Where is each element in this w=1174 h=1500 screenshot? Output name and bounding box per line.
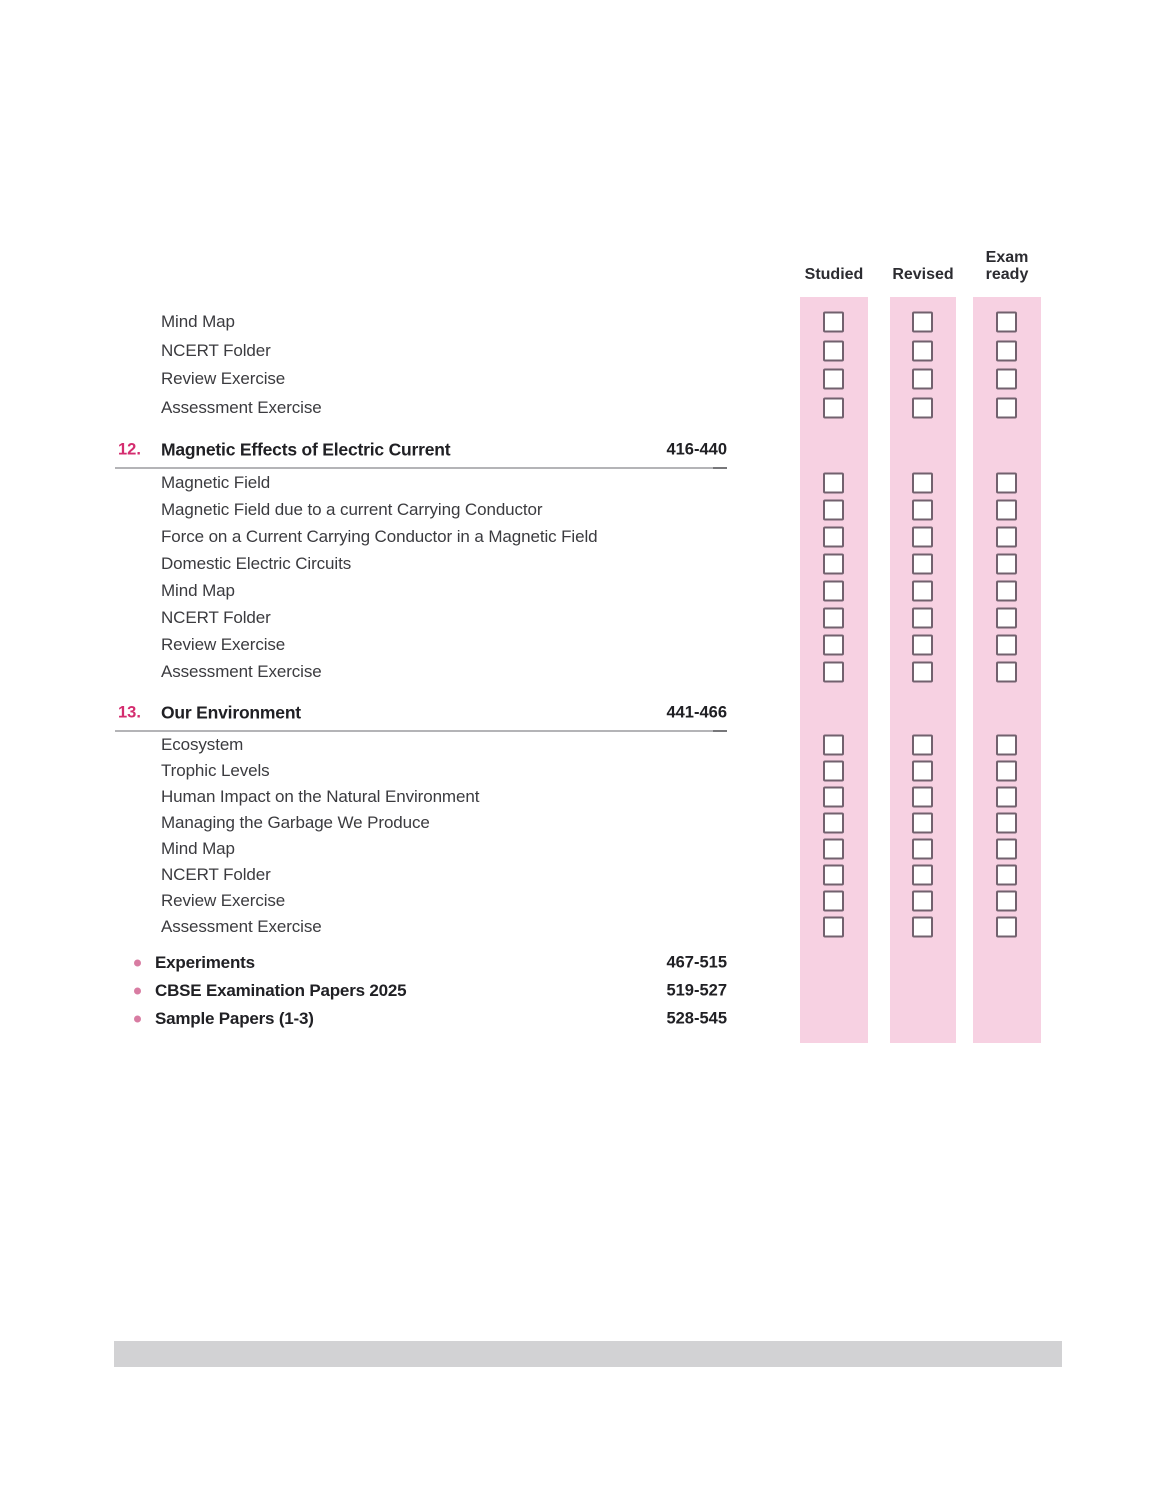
toc-item-label: Review Exercise (161, 369, 286, 389)
toc-item-row (115, 631, 1045, 658)
toc-item-row (115, 604, 1045, 631)
bullet-icon (134, 1016, 141, 1023)
toc-item-label: NCERT Folder (161, 865, 271, 884)
exam-ready-checkbox[interactable] (996, 526, 1017, 547)
toc-item-label: Force on a Current Carrying Conductor in a Magnetic Field (161, 526, 598, 546)
toc-item-label: Mind Map (161, 312, 235, 332)
toc-item-row (115, 394, 1045, 423)
studied-checkbox[interactable] (823, 735, 844, 756)
studied-checkbox[interactable] (823, 813, 844, 834)
revised-checkbox[interactable] (912, 735, 933, 756)
toc-item-label: Magnetic Field due to a current Carrying Conductor (161, 499, 543, 519)
toc-item-label: Mind Map (161, 839, 235, 858)
end-matter-page-range: 528-545 (666, 1009, 727, 1028)
revised-checkbox[interactable] (912, 397, 933, 418)
exam-ready-checkbox[interactable] (996, 397, 1017, 418)
studied-checkbox[interactable] (823, 580, 844, 601)
exam-ready-checkbox[interactable] (996, 312, 1017, 333)
chapter-page-range: 441-466 (666, 703, 727, 722)
studied-checkbox[interactable] (823, 526, 844, 547)
chapter-number: 12. (118, 440, 141, 459)
studied-checkbox[interactable] (823, 472, 844, 493)
toc-item-row (115, 784, 1045, 810)
toc-item-label: Human Impact on the Natural Environment (161, 787, 480, 806)
revised-checkbox[interactable] (912, 661, 933, 682)
toc-item-row (115, 496, 1045, 523)
toc-item-label: Ecosystem (161, 735, 244, 754)
studied-checkbox[interactable] (823, 312, 844, 333)
toc-item-label: Assessment Exercise (161, 397, 322, 417)
studied-checkbox[interactable] (823, 340, 844, 361)
exam-ready-checkbox[interactable] (996, 499, 1017, 520)
exam-ready-header-line2: ready (985, 266, 1029, 283)
revised-checkbox[interactable] (912, 865, 933, 886)
chapter-title: Our Environment (161, 702, 301, 723)
toc-item-row (115, 888, 1045, 914)
toc-item-label: Domestic Electric Circuits (161, 553, 352, 573)
toc-item-label: Review Exercise (161, 891, 286, 910)
exam-ready-checkbox[interactable] (996, 472, 1017, 493)
toc-item-label: Magnetic Field (161, 472, 271, 492)
revised-checkbox[interactable] (912, 553, 933, 574)
end-matter-row (115, 1005, 1045, 1033)
chapter-header-row (115, 700, 1045, 732)
end-matter-row (115, 949, 1045, 977)
toc-item-row (115, 550, 1045, 577)
bullet-icon (134, 960, 141, 967)
revised-column-header: Revised (892, 266, 954, 283)
revised-checkbox[interactable] (912, 499, 933, 520)
chapter-section (115, 700, 1045, 940)
exam-ready-checkbox[interactable] (996, 607, 1017, 628)
toc-item-row (115, 577, 1045, 604)
toc-item-row (115, 523, 1045, 550)
revised-checkbox[interactable] (912, 761, 933, 782)
toc-item-row (115, 732, 1045, 758)
end-matter-row (115, 977, 1045, 1005)
revised-checkbox[interactable] (912, 526, 933, 547)
end-matter-title: Experiments (155, 953, 255, 972)
chapter-section (115, 437, 1045, 685)
studied-checkbox[interactable] (823, 839, 844, 860)
studied-checkbox[interactable] (823, 499, 844, 520)
toc-item-row (115, 337, 1045, 366)
studied-checkbox[interactable] (823, 634, 844, 655)
toc-item-label: Review Exercise (161, 634, 286, 654)
revised-checkbox[interactable] (912, 369, 933, 390)
exam-ready-checkbox[interactable] (996, 761, 1017, 782)
chapter-title: Magnetic Effects of Electric Current (161, 439, 451, 460)
toc-item-label: NCERT Folder (161, 340, 271, 360)
revised-checkbox[interactable] (912, 813, 933, 834)
exam-ready-checkbox[interactable] (996, 634, 1017, 655)
footer-bar (114, 1341, 1062, 1367)
studied-checkbox[interactable] (823, 917, 844, 938)
studied-checkbox[interactable] (823, 865, 844, 886)
studied-checkbox[interactable] (823, 661, 844, 682)
studied-checkbox[interactable] (823, 787, 844, 808)
toc-item-row (115, 810, 1045, 836)
revised-checkbox[interactable] (912, 787, 933, 808)
end-matter-page-range: 467-515 (666, 953, 727, 972)
exam-ready-checkbox[interactable] (996, 839, 1017, 860)
exam-ready-checkbox[interactable] (996, 865, 1017, 886)
exam-ready-checkbox[interactable] (996, 340, 1017, 361)
chapter-items-section (115, 308, 1045, 422)
end-matter-title: Sample Papers (1-3) (155, 1009, 314, 1028)
studied-checkbox[interactable] (823, 369, 844, 390)
revised-checkbox[interactable] (912, 891, 933, 912)
exam-ready-column-header (965, 249, 1049, 283)
exam-ready-checkbox[interactable] (996, 735, 1017, 756)
revised-checkbox[interactable] (912, 340, 933, 361)
revised-checkbox[interactable] (912, 917, 933, 938)
chapter-page-range: 416-440 (666, 440, 727, 459)
end-matter-section (115, 949, 1045, 1033)
exam-ready-checkbox[interactable] (996, 891, 1017, 912)
toc-item-row (115, 862, 1045, 888)
toc-item-label: Mind Map (161, 580, 235, 600)
end-matter-page-range: 519-527 (666, 981, 727, 1000)
exam-ready-checkbox[interactable] (996, 553, 1017, 574)
studied-checkbox[interactable] (823, 607, 844, 628)
toc-item-label: Trophic Levels (161, 761, 270, 780)
exam-ready-checkbox[interactable] (996, 917, 1017, 938)
end-matter-title: CBSE Examination Papers 2025 (155, 981, 407, 1000)
revised-checkbox[interactable] (912, 312, 933, 333)
studied-checkbox[interactable] (823, 553, 844, 574)
toc-item-row (115, 758, 1045, 784)
exam-ready-checkbox[interactable] (996, 787, 1017, 808)
chapter-header-row (115, 437, 1045, 469)
bullet-icon (134, 988, 141, 995)
toc-item-row (115, 914, 1045, 940)
chapter-number: 13. (118, 703, 141, 722)
exam-ready-checkbox[interactable] (996, 813, 1017, 834)
toc-item-row (115, 308, 1045, 337)
revised-checkbox[interactable] (912, 472, 933, 493)
toc-item-label: Assessment Exercise (161, 661, 322, 681)
toc-item-label: NCERT Folder (161, 607, 271, 627)
exam-ready-checkbox[interactable] (996, 369, 1017, 390)
revised-checkbox[interactable] (912, 839, 933, 860)
exam-ready-header-line1: Exam (985, 249, 1029, 266)
exam-ready-checkbox[interactable] (996, 661, 1017, 682)
studied-checkbox[interactable] (823, 891, 844, 912)
revised-checkbox[interactable] (912, 607, 933, 628)
studied-column-header: Studied (804, 266, 864, 283)
studied-checkbox[interactable] (823, 397, 844, 418)
revised-checkbox[interactable] (912, 580, 933, 601)
toc-item-row (115, 469, 1045, 496)
toc-item-row (115, 836, 1045, 862)
revised-checkbox[interactable] (912, 634, 933, 655)
toc-item-label: Assessment Exercise (161, 917, 322, 936)
toc-item-row (115, 365, 1045, 394)
toc-item-row (115, 658, 1045, 685)
exam-ready-checkbox[interactable] (996, 580, 1017, 601)
toc-item-label: Managing the Garbage We Produce (161, 813, 430, 832)
studied-checkbox[interactable] (823, 761, 844, 782)
